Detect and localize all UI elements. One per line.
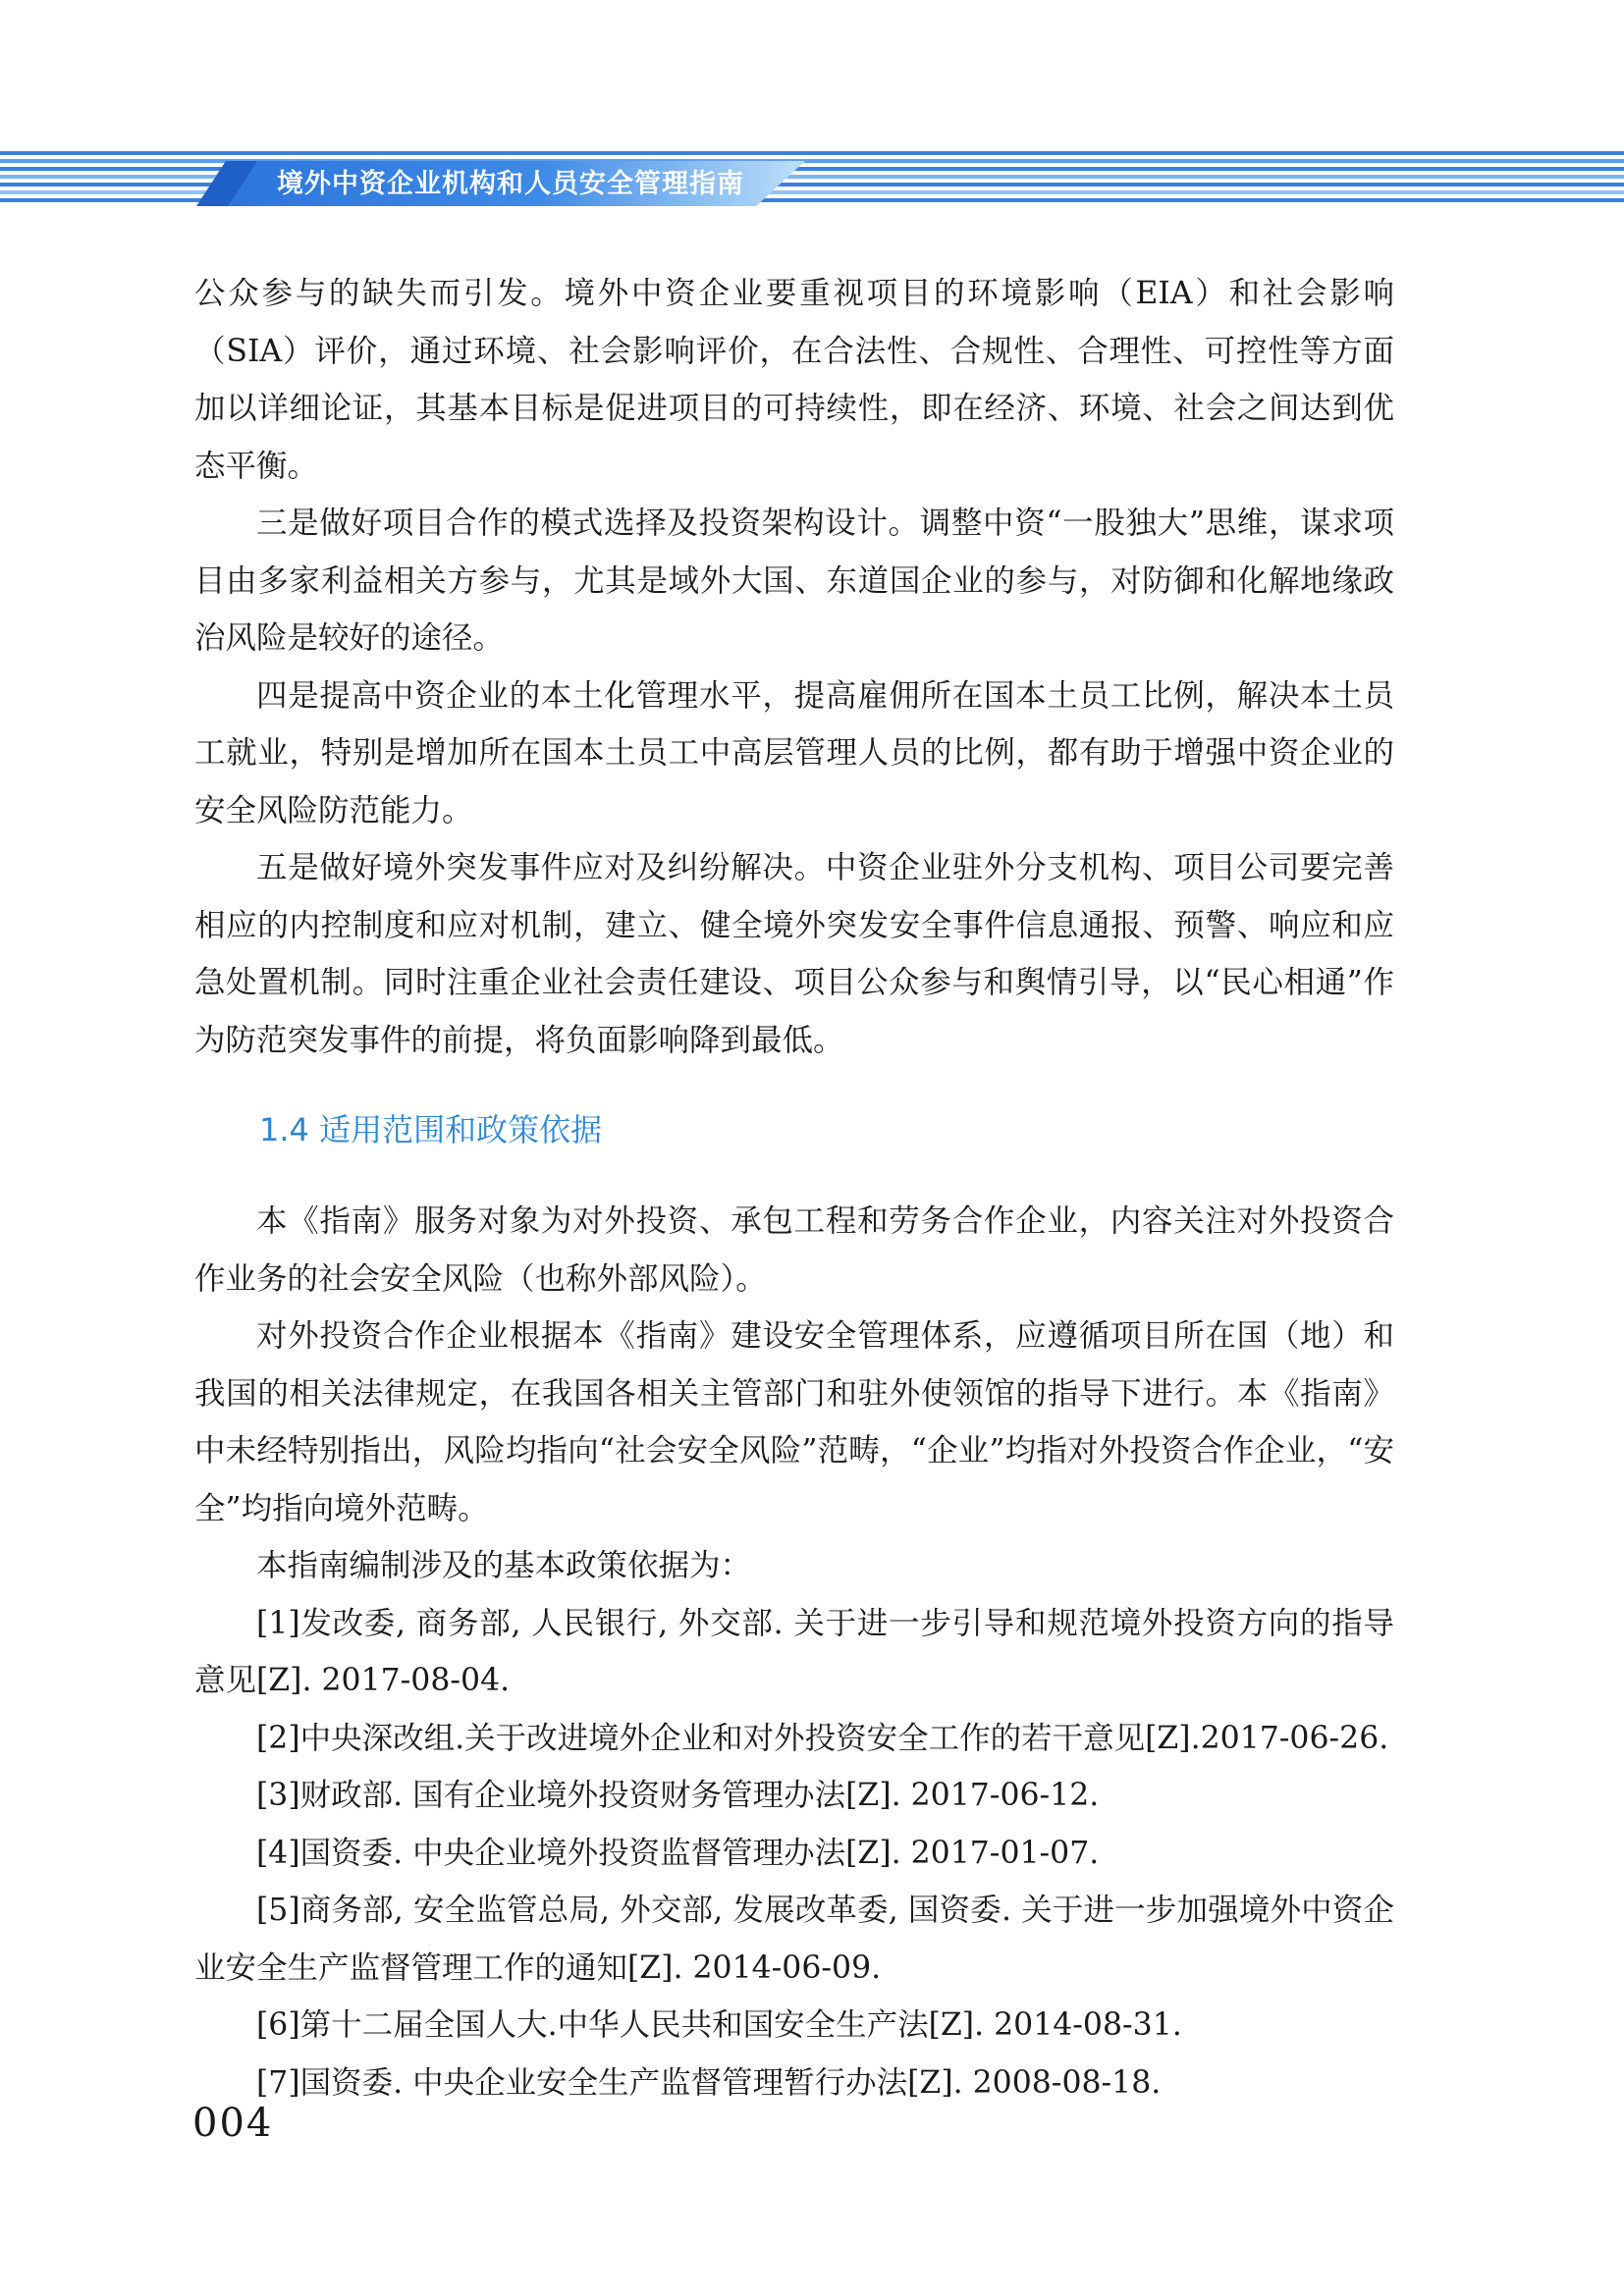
- reference-item: [1]发改委, 商务部, 人民银行, 外交部. 关于进一步引导和规范境外投资方向的指导意见[Z]. 2017-08-04.: [194, 1605, 1394, 1698]
- header-stripes: [0, 147, 1624, 208]
- reference-item: [7]国资委. 中央企业安全生产监督管理暂行办法[Z]. 2008-08-18.: [256, 2064, 1162, 2101]
- paragraph: 公众参与的缺失而引发。境外中资企业要重视项目的环境影响（EIA）和社会影响（SIA）评价，通过环境、社会影响评价，在合法性、合规性、合理性、可控性等方面加以详细论证，其基本目标是促进项目的可持续性，即在经济、环境、社会之间达到优态平衡。: [194, 276, 1394, 484]
- page-number: 004: [192, 2101, 274, 2146]
- running-header-title: 境外中资企业机构和人员安全管理指南: [277, 169, 744, 199]
- page-content: [194, 265, 1394, 2111]
- paragraph: 对外投资合作企业根据本《指南》建设安全管理体系，应遵循项目所在国（地）和我国的相关法律规定，在我国各相关主管部门和驻外使领馆的指导下进行。本《指南》中未经特别指出，风险均指向“社会安全风险”范畴，“企业”均指对外投资合作企业，“安全”均指向境外范畴。: [194, 1318, 1394, 1526]
- reference-item: [2]中央深改组.关于改进境外企业和对外投资安全工作的若干意见[Z].2017-06-26.: [256, 1720, 1389, 1756]
- paragraph: 三是做好项目合作的模式选择及投资架构设计。调整中资“一股独大”思维，谋求项目由多家利益相关方参与，尤其是域外大国、东道国企业的参与，对防御和化解地缘政治风险是较好的途径。: [194, 506, 1394, 656]
- reference-item: [5]商务部, 安全监管总局, 外交部, 发展改革委, 国资委. 关于进一步加强境外中资企业安全生产监督管理工作的通知[Z]. 2014-06-09.: [194, 1893, 1394, 1986]
- reference-item: [6]第十二届全国人大.中华人民共和国安全生产法[Z]. 2014-08-31.: [256, 2007, 1182, 2043]
- paragraph: 本《指南》服务对象为对外投资、承包工程和劳务合作企业，内容关注对外投资合作业务的社会安全风险（也称外部风险）。: [194, 1203, 1394, 1297]
- paragraph: 五是做好境外突发事件应对及纠纷解决。中资企业驻外分支机构、项目公司要完善相应的内控制度和应对机制，建立、健全境外突发安全事件信息通报、预警、响应和应急处置机制。同时注重企业社会责任建设、项目公众参与和舆情引导，以“民心相通”作为防范突发事件的前提，将负面影响降到最低。: [194, 850, 1394, 1058]
- header-band: [0, 147, 1624, 208]
- reference-item: [3]财政部. 国有企业境外投资财务管理办法[Z]. 2017-06-12.: [256, 1778, 1100, 1813]
- reference-item: [4]国资委. 中央企业境外投资监督管理办法[Z]. 2017-01-07.: [256, 1835, 1100, 1871]
- reference-list: [194, 1595, 1394, 2112]
- section-heading: 1.4 适用范围和政策依据: [259, 1111, 603, 1148]
- paragraph: 四是提高中资企业的本土化管理水平，提高雇佣所在国本土员工比例，解决本土员工就业，特别是增加所在国本土员工中高层管理人员的比例，都有助于增强中资企业的安全风险防范能力。: [194, 677, 1394, 828]
- paragraph: 本指南编制涉及的基本政策依据为：: [256, 1548, 752, 1583]
